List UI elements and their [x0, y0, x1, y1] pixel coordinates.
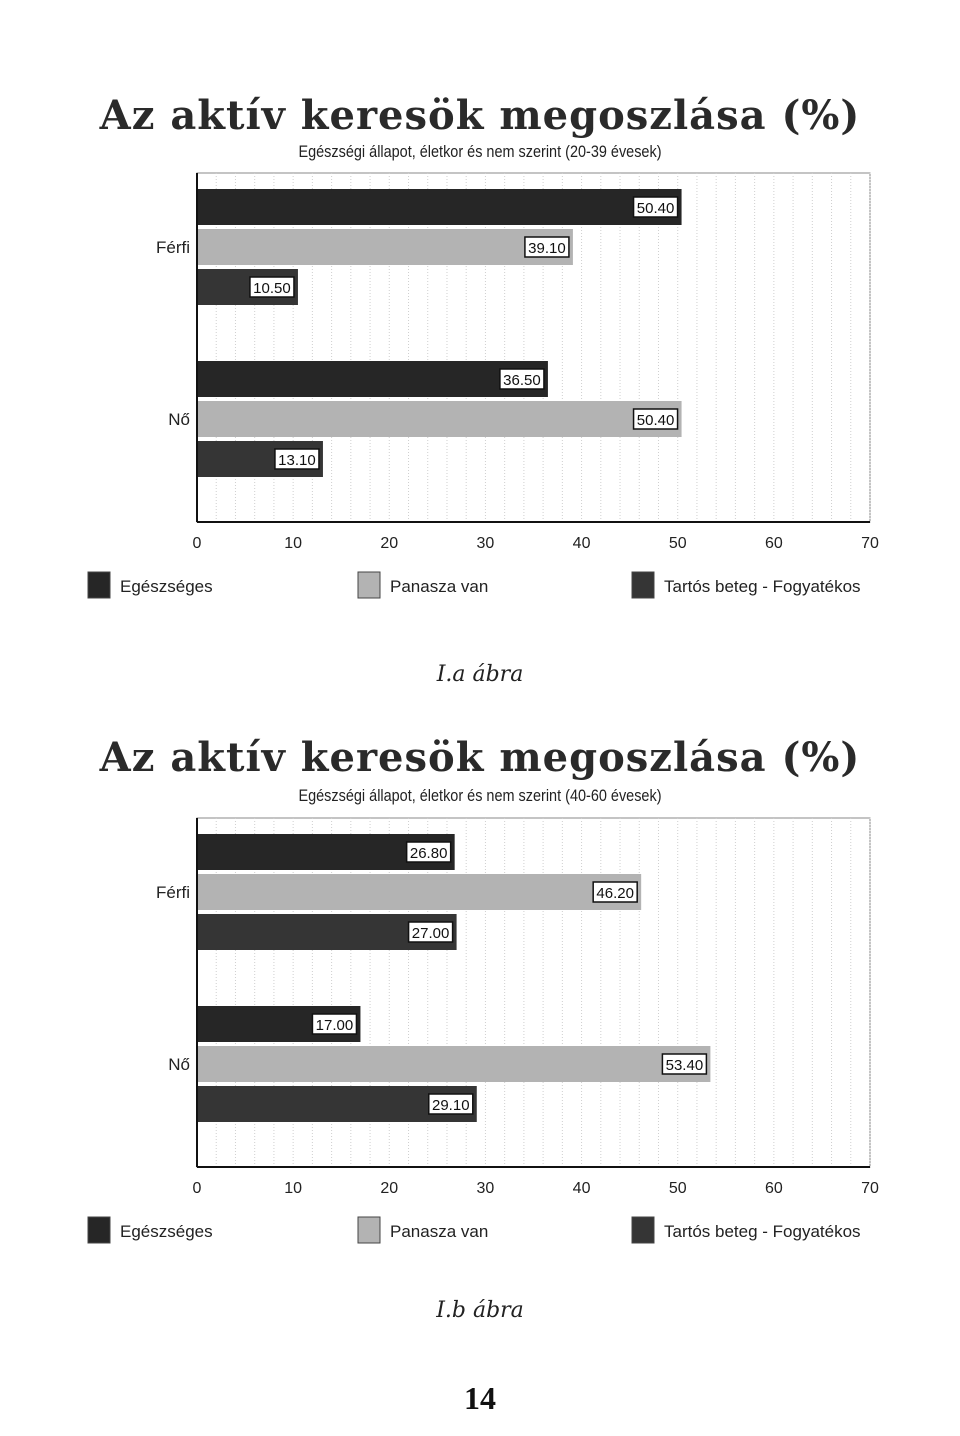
bar-value-label: 53.40 — [665, 1057, 704, 1074]
chart-1-plot — [0, 160, 960, 620]
x-tick-label: 20 — [380, 1180, 399, 1197]
bar-value-label: 36.50 — [503, 372, 541, 389]
x-tick-label: 50 — [668, 535, 687, 552]
chart-2-caption: I.b ábra — [436, 1298, 524, 1323]
x-tick-label: 10 — [284, 1180, 303, 1197]
x-tick-label: 30 — [476, 535, 495, 552]
legend-label: Panasza van — [390, 577, 489, 596]
x-tick-label: 70 — [861, 535, 879, 552]
x-tick-label: 20 — [380, 535, 399, 552]
bar-value-label: 10.50 — [253, 280, 291, 297]
legend-swatch — [358, 1217, 380, 1243]
x-tick-label: 0 — [192, 535, 202, 552]
legend-swatch — [632, 1217, 654, 1243]
bar-value-label: 13.10 — [278, 452, 316, 469]
x-tick-label: 40 — [572, 535, 591, 552]
x-tick-label: 40 — [572, 1180, 591, 1197]
bar-value-label: 50.40 — [636, 200, 675, 217]
bar — [197, 189, 682, 225]
bar-value-label: 50.40 — [636, 412, 675, 429]
x-tick-label: 0 — [192, 1180, 202, 1197]
chart-1-caption: I.a ábra — [436, 662, 524, 687]
bar-value-label: 26.80 — [409, 845, 448, 862]
page-number: 14 — [464, 1380, 496, 1416]
chart-2-title: Az aktív keresök megoszlása (%) — [99, 734, 861, 781]
bar-value-label: 17.00 — [315, 1017, 354, 1034]
chart-2-plot — [0, 805, 960, 1265]
legend-swatch — [632, 572, 654, 598]
category-label: Nő — [168, 410, 190, 429]
x-tick-label: 50 — [668, 1180, 687, 1197]
x-tick-label: 60 — [764, 1180, 783, 1197]
x-tick-label: 60 — [764, 535, 783, 552]
legend-swatch — [358, 572, 380, 598]
chart-1-subtitle: Egészségi állapot, életkor és nem szerint (20-39 évesek) — [298, 142, 662, 161]
legend-label: Egészséges — [120, 1222, 213, 1241]
bar — [197, 401, 682, 437]
legend-label: Tartós beteg - Fogyatékos — [664, 1222, 861, 1241]
category-label: Férfi — [156, 238, 190, 257]
chart-1-title: Az aktív keresök megoszlása (%) — [99, 92, 861, 139]
bar-value-label: 29.10 — [432, 1097, 470, 1114]
legend-swatch — [88, 572, 110, 598]
bar-value-label: 27.00 — [411, 925, 450, 942]
bar — [197, 361, 548, 397]
bar-value-label: 46.20 — [596, 885, 634, 902]
category-label: Férfi — [156, 883, 190, 902]
x-tick-label: 70 — [861, 1180, 879, 1197]
category-label: Nő — [168, 1055, 190, 1074]
bar — [197, 874, 641, 910]
legend-label: Egészséges — [120, 577, 213, 596]
bar-value-label: 39.10 — [528, 240, 566, 257]
bar — [197, 229, 573, 265]
bar — [197, 1046, 710, 1082]
legend-label: Tartós beteg - Fogyatékos — [664, 577, 861, 596]
chart-2-subtitle: Egészségi állapot, életkor és nem szerint (40-60 évesek) — [298, 786, 662, 805]
x-tick-label: 10 — [284, 535, 303, 552]
legend-swatch — [88, 1217, 110, 1243]
x-tick-label: 30 — [476, 1180, 495, 1197]
legend-label: Panasza van — [390, 1222, 489, 1241]
